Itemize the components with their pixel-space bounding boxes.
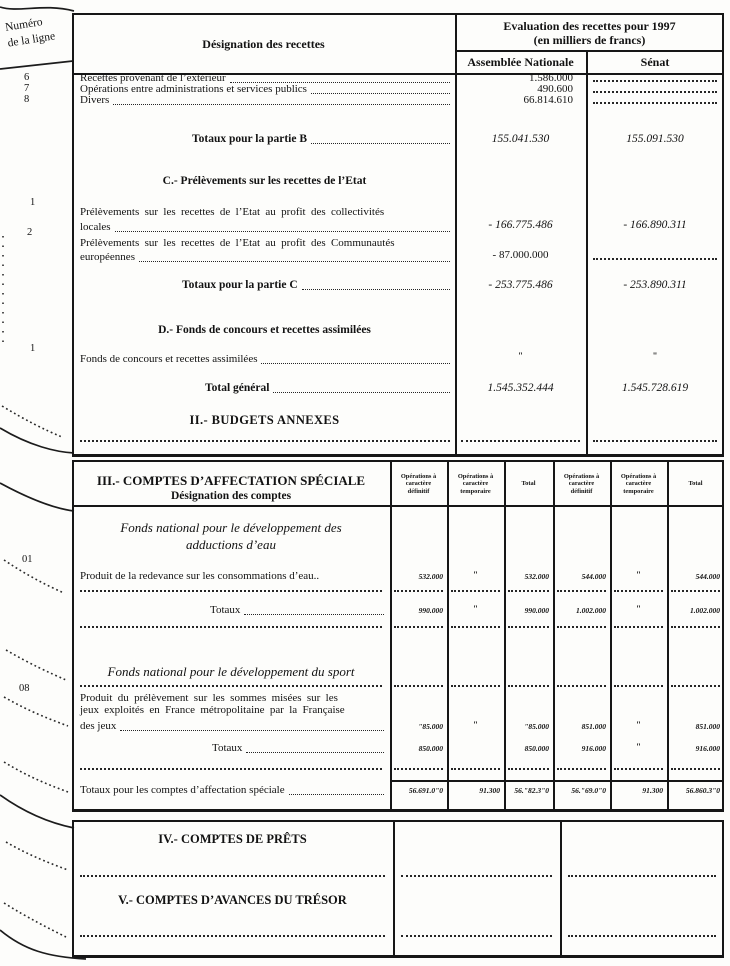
ditto-mark: ": [473, 720, 478, 730]
numero-underline: [0, 61, 73, 69]
cell-value: 850.000: [418, 744, 443, 753]
row-label: européennes: [80, 251, 135, 263]
dotted-cell: [451, 590, 500, 592]
row-label: Opérations entre administrations et services publics: [80, 83, 307, 95]
dotted-cell: [508, 768, 549, 770]
total-row: [182, 279, 452, 292]
table-comptes-prets-avances: [72, 820, 724, 958]
section-heading: II.- BUDGETS ANNEXES: [189, 413, 340, 427]
table-recettes: [72, 13, 724, 457]
column-header: [667, 466, 724, 502]
cell-value: 851.000: [695, 722, 720, 731]
grid-line: [393, 820, 395, 958]
cell-value: 544.000: [581, 572, 606, 581]
dotted-cell: [593, 91, 717, 93]
column-header-text: définitif: [570, 487, 593, 495]
dotted-cell: [401, 875, 552, 877]
grid-line: [553, 460, 555, 812]
total-label: Totaux: [212, 742, 243, 754]
column-header-text: Opérations à: [400, 472, 437, 480]
cell-value: 56."69.0"0: [571, 786, 606, 795]
column-header-text: Total: [688, 480, 703, 488]
column-header-text: caractère: [568, 480, 595, 488]
grand-total-row: [80, 784, 386, 797]
section-heading: C.- Prélèvements sur les recettes de l’Etat: [162, 175, 367, 187]
cell-value: 850.000: [524, 744, 549, 753]
dotted-cell: [80, 440, 450, 442]
table-border: [72, 13, 74, 457]
dotted-cell: [557, 768, 606, 770]
cell-value: 916.000: [695, 744, 720, 753]
row-label-line2: [80, 221, 452, 234]
table-row: [80, 353, 452, 366]
dotted-leader: [273, 392, 450, 393]
table-border: [722, 820, 724, 958]
scan-dotted-curve: [2, 406, 62, 437]
column-header: [610, 466, 667, 502]
ditto-mark: ": [636, 720, 641, 730]
total-row: [205, 382, 452, 395]
table-title: III.- COMPTES D’AFFECTATION SPÉCIALE: [96, 473, 366, 488]
dotted-cell: [614, 685, 663, 687]
dotted-cell: [671, 768, 720, 770]
dotted-cell: [557, 685, 606, 687]
dotted-cell: [394, 590, 443, 592]
cell-value: 91.300: [479, 786, 500, 795]
column-header-text: temporaire: [623, 487, 654, 495]
dotted-leader: [244, 614, 384, 615]
dotted-cell: [80, 935, 385, 937]
dotted-cell: [401, 935, 552, 937]
grid-line: [72, 505, 724, 507]
value-assemblee: - 253.775.486: [488, 279, 553, 291]
dotted-cell: [80, 875, 385, 877]
total-label: Totaux pour la partie C: [182, 279, 298, 291]
dotted-leader: [311, 143, 450, 144]
table-border: [72, 955, 724, 958]
cell-value: 1.002.000: [690, 606, 720, 615]
grid-line: [390, 780, 724, 782]
dotted-cell: [593, 80, 717, 82]
numero-label-line2: de la ligne: [6, 30, 57, 50]
value-assemblee: 66.814.610: [523, 94, 573, 106]
cell-value: 990.000: [418, 606, 443, 615]
total-label: Totaux: [210, 604, 241, 616]
value-assemblee: 155.041.530: [491, 133, 550, 145]
dotted-cell: [614, 768, 663, 770]
column-header-senat: Sénat: [640, 55, 670, 69]
value-senat: 155.091.530: [626, 133, 684, 145]
ditto-mark: ": [636, 742, 641, 752]
cell-value: 532.000: [524, 572, 549, 581]
section-heading: V.- COMPTES D’AVANCES DU TRÉSOR: [118, 893, 347, 907]
dotted-cell: [451, 768, 500, 770]
column-header-evaluation-line1: Evaluation des recettes pour 1997: [503, 19, 676, 33]
cell-value: 851.000: [581, 722, 606, 731]
dotted-cell: [671, 685, 720, 687]
ditto-mark: ": [652, 351, 658, 361]
value-assemblee: - 166.775.486: [488, 219, 553, 231]
scan-dotted-curve: [6, 842, 68, 870]
ditto-mark: ": [473, 604, 478, 614]
line-number: 1: [30, 197, 36, 208]
value-senat: - 253.890.311: [623, 279, 687, 291]
cell-value: 1.002.000: [576, 606, 606, 615]
grid-line: [390, 460, 392, 812]
total-row: [212, 742, 386, 755]
column-header-text: Opérations à: [563, 472, 600, 480]
dotted-leader: [115, 231, 450, 232]
section-heading: IV.- COMPTES DE PRÊTS: [158, 832, 307, 846]
dotted-cell: [568, 875, 716, 877]
scan-dotted-curve: [6, 650, 66, 680]
row-label-line2: [80, 251, 452, 264]
column-header-text: Opérations à: [620, 472, 657, 480]
dotted-leader: [289, 794, 384, 795]
cell-value: 56.860.3"0: [685, 786, 720, 795]
value-assemblee: 490.600: [537, 83, 573, 95]
total-label: Total général: [205, 382, 270, 394]
fund-heading: adductions d’eau: [186, 537, 276, 552]
grid-line: [504, 460, 506, 812]
line-number: 1: [30, 343, 36, 354]
row-label: Produit de la redevance sur les consommations d’eau..: [80, 570, 320, 582]
dotted-cell: [80, 685, 382, 687]
scan-dotted-curve: [4, 762, 68, 792]
total-label: Totaux pour la partie B: [192, 133, 308, 145]
dotted-cell: [593, 440, 717, 442]
column-header-text: définitif: [407, 487, 430, 495]
grid-line: [586, 50, 588, 457]
numero-label-line1: Numéro: [4, 16, 44, 34]
dotted-cell: [614, 626, 663, 628]
column-header-text: caractère: [405, 480, 432, 488]
dotted-cell: [557, 590, 606, 592]
scan-curve: [0, 428, 74, 453]
grid-line: [560, 820, 562, 958]
dotted-cell: [80, 626, 382, 628]
line-number: 7: [24, 83, 30, 94]
dotted-cell: [394, 768, 443, 770]
dotted-cell: [593, 258, 717, 260]
total-row: [210, 604, 386, 617]
row-label: Divers: [80, 94, 110, 106]
section-heading: D.- Fonds de concours et recettes assimilées: [158, 324, 371, 336]
dotted-cell: [461, 440, 580, 442]
scan-curve: [0, 7, 74, 11]
column-header: [553, 466, 610, 502]
grid-line: [455, 50, 724, 52]
value-senat: 1.545.728.619: [621, 382, 689, 394]
dotted-leader: [113, 104, 450, 105]
fund-heading: Fonds national pour le développement du sport: [107, 664, 355, 679]
table-border: [72, 460, 74, 812]
line-number: 2: [27, 227, 33, 238]
ditto-mark: ": [518, 351, 523, 361]
grand-total-label: Totaux pour les comptes d’affectation spéciale: [80, 784, 285, 796]
line-number: 8: [24, 94, 30, 105]
ditto-mark: ": [473, 570, 478, 580]
column-header-assemblee: Assemblée Nationale: [467, 55, 574, 69]
fund-heading: Fonds national pour le développement des: [120, 520, 342, 535]
dotted-leader: [261, 363, 450, 364]
column-header-text: Opérations à: [457, 472, 494, 480]
value-senat: - 166.890.311: [623, 219, 687, 231]
column-header-text: caractère: [625, 480, 652, 488]
grid-line: [667, 460, 669, 812]
table-border: [72, 460, 724, 462]
table-border: [72, 809, 724, 812]
scan-dotted-curve: [4, 903, 66, 937]
dotted-cell: [671, 590, 720, 592]
ditto-mark: ": [636, 604, 641, 614]
cell-value: 532.000: [418, 572, 443, 581]
dotted-cell: [394, 626, 443, 628]
line-number: 6: [24, 72, 30, 83]
table-border: [72, 454, 724, 457]
dotted-cell: [508, 626, 549, 628]
dotted-leader: [120, 730, 384, 731]
grid-line: [447, 460, 449, 812]
table-subtitle: Désignation des comptes: [170, 490, 292, 502]
column-header: [390, 466, 447, 502]
dotted-cell: [451, 685, 500, 687]
total-row: [192, 133, 452, 146]
dotted-cell: [593, 102, 717, 104]
column-header: [504, 466, 553, 502]
row-label-line1: Prélèvements sur les recettes de l’Etat au profit des collectivités: [80, 206, 385, 218]
scan-dotted-curve: [4, 697, 68, 726]
table-comptes-affectation-speciale: [72, 460, 724, 812]
cell-value: 56.691.0"0: [408, 786, 443, 795]
grid-line: [610, 460, 612, 812]
dotted-cell: [508, 590, 549, 592]
cell-value: "85.000: [524, 722, 549, 731]
scan-curve: [0, 483, 74, 511]
value-assemblee: 1.586.000: [529, 72, 573, 84]
cell-value: 916.000: [581, 744, 606, 753]
value-assemblee: - 87.000.000: [492, 249, 549, 261]
cell-value: 91.300: [642, 786, 663, 795]
dotted-cell: [568, 935, 716, 937]
dotted-cell: [557, 626, 606, 628]
column-header-designation: Désignation des recettes: [202, 37, 325, 51]
row-label: des jeux: [80, 720, 117, 732]
value-assemblee: 1.545.352.444: [487, 382, 554, 394]
row-label: locales: [80, 221, 111, 233]
column-header-evaluation-line2: (en milliers de francs): [533, 33, 646, 47]
table-border: [72, 820, 724, 822]
dotted-cell: [394, 685, 443, 687]
dotted-cell: [451, 626, 500, 628]
ditto-mark: ": [636, 570, 641, 580]
dotted-leader: [302, 289, 450, 290]
column-header: [447, 466, 504, 502]
row-label: Recettes provenant de l’extérieur: [80, 72, 226, 84]
row-label: Fonds de concours et recettes assimilées: [80, 353, 258, 365]
dotted-leader: [139, 261, 450, 262]
table-border: [722, 460, 724, 812]
table-row: [80, 94, 452, 107]
line-number: 08: [19, 683, 30, 694]
row-label-line3: [80, 720, 386, 733]
line-number: 01: [22, 554, 33, 565]
dotted-cell: [671, 626, 720, 628]
column-header-text: temporaire: [460, 487, 491, 495]
column-header-text: Total: [521, 480, 536, 488]
cell-value: 544.000: [695, 572, 720, 581]
cell-value: 990.000: [524, 606, 549, 615]
row-label-line1: Produit du prélèvement sur les sommes misées sur les: [80, 692, 338, 704]
row-label-line2: jeux exploités en France métropolitaine par la Française: [80, 704, 345, 716]
scan-dotted-curve: [4, 560, 64, 593]
dotted-cell: [80, 590, 382, 592]
dotted-cell: [508, 685, 549, 687]
row-label-line1: Prélèvements sur les recettes de l’Etat au profit des Communautés: [80, 237, 395, 249]
dotted-cell: [80, 768, 382, 770]
dotted-cell: [614, 590, 663, 592]
scan-curve: [0, 795, 74, 828]
column-header-text: caractère: [462, 480, 489, 488]
table-border: [72, 13, 724, 15]
cell-value: "85.000: [418, 722, 443, 731]
cell-value: 56."82.3"0: [514, 786, 549, 795]
dotted-leader: [246, 752, 384, 753]
